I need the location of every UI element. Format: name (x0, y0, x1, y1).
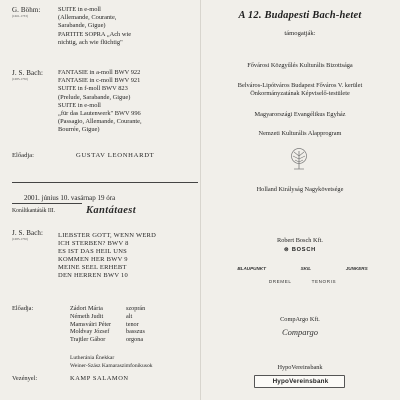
skil-logo: SKIL (300, 265, 312, 271)
concert-title: Kantátaest (86, 205, 137, 216)
compargo-logo: Compargo (281, 327, 319, 337)
work-line: PARTITE SOPRA „Ach wie (58, 30, 132, 38)
cantata-line: ES IST DAS HEIL UNS (58, 248, 128, 256)
work-line: „für das Lautenwerk" BWV 996 (58, 110, 141, 118)
work-line: SUITE in e-moll (58, 6, 101, 13)
performer-row (70, 313, 198, 321)
sponsors-column (200, 0, 400, 400)
concert-kind: Koráltkantáták III. (12, 208, 56, 214)
dremel-logo: DREMEL (268, 278, 292, 284)
sponsor-embassy: Holland Királyság Nagykövetsége (256, 186, 344, 193)
work-line: Sarabande, Gigue) (58, 22, 106, 30)
cantata-line: LIEBSTER GOTT, WENN WERD (58, 232, 157, 239)
work-line: (Passagio, Allemande, Courante, (58, 118, 142, 126)
work-line: (Prelude, Sarabande, Gigue) (58, 93, 131, 101)
junkers-logo: JUNKERS (345, 265, 368, 271)
work-line: Bourrée, Gigue) (58, 126, 100, 134)
hypo-logo: HypoVereinsbank (272, 378, 329, 385)
festival-title: A 12. Budapesti Bach-hetet (238, 10, 362, 21)
work-line: FANTASIE in c-moll BWV 921 (58, 77, 141, 85)
performer-row (70, 305, 198, 313)
performer-role: alt (126, 312, 133, 320)
performer-name: Mamsváiri Péter (70, 320, 112, 328)
work-line: SUITE in f-moll BWV 823 (58, 85, 128, 93)
performer-name: Moldvay József (70, 328, 110, 336)
hypo-logo-box (254, 375, 345, 388)
work-line: FANTASIE in a-moll BWV 922 (58, 69, 141, 76)
sponsor-bosch: Robert Bosch Kft. (277, 237, 323, 244)
composer-years: (1685-1750) (12, 77, 28, 81)
sponsor-district (210, 82, 390, 97)
cantata-line: DEN HERREN BWV 10 (58, 272, 129, 280)
performer-row (70, 336, 198, 344)
concert-date: 2001. június 10. vasárnap 19 óra (24, 194, 116, 202)
performer-role: tenor (126, 320, 139, 328)
composer-name: J. S. Bach: (12, 69, 44, 77)
performer-role: szoprán (126, 305, 146, 312)
composer-years: (1661-1733) (12, 14, 28, 18)
composer-years: (1685-1750) (12, 237, 28, 241)
tenoris-logo: TENORIS (311, 278, 337, 284)
work-list (58, 6, 198, 47)
choir-line: Lutheránia Énekkar (70, 355, 115, 361)
brand-logos-row-1 (220, 262, 385, 274)
performer-row (70, 328, 198, 336)
work-line: nichtig, ach wie flüchtig" (58, 38, 123, 46)
bosch-mark-icon: ⊜ (283, 247, 292, 253)
sponsor-line: Belváros-Lipótváros Budapest Főváros V. kerület (237, 82, 363, 89)
performer-name: Németh Judit (70, 312, 104, 320)
section-divider (12, 182, 198, 183)
cantata-line: ICH STERBEN? BWV 8 (58, 240, 129, 248)
composer-name: J. S. Bach: (12, 229, 44, 237)
ensemble-label: Előadja: (12, 305, 34, 312)
conductor-name: KAMP SALAMON (70, 375, 129, 382)
conductor-label: Vezényel: (12, 375, 38, 382)
sponsor-church: Magyarországi Evangélikus Egyház (254, 111, 346, 118)
cantata-list (58, 232, 198, 281)
performer-name: Zádori Mária (70, 305, 103, 312)
sponsor-hypo: HypoVereinsbank (277, 364, 323, 371)
sponsor-city-committee: Fővárosi Közgyűlés Kulturális Bizottsága (247, 62, 353, 69)
performer-role: basszus (126, 328, 145, 336)
work-line: SUITE in e-moll (58, 101, 101, 109)
choir-line: Weiner-Szász Kamaraszimfonikusok (70, 362, 153, 369)
date-underline (12, 203, 82, 204)
bosch-logo (210, 247, 390, 255)
performer-name: Trajtler Gábor (70, 336, 106, 344)
performer-list (70, 305, 198, 344)
performer-role: orgona (126, 336, 144, 344)
bosch-brand: BOSCH (291, 247, 317, 253)
choir-list (70, 355, 198, 370)
blaupunkt-logo: BLAUPUNKT (237, 265, 266, 271)
sponsors-subtitle: támogatják: (284, 30, 316, 37)
performer-name: GUSTAV LEONHARDT (76, 152, 155, 159)
performer-label: Előadja: (12, 152, 34, 159)
sponsor-line: Önkormányzatának Képviselő-testülete (250, 89, 350, 97)
brand-logos-row-2 (220, 275, 385, 287)
work-line: (Allemande, Courante, (58, 14, 117, 22)
sponsor-compargo: CompArgo Kft. (280, 316, 320, 323)
sponsor-nka: Nemzeti Kulturális Alapprogram (258, 130, 342, 137)
cantata-line: KOMMEN HER BWV 9 (58, 256, 128, 264)
performer-row (70, 321, 198, 329)
cantata-line: MEINE SEEL ERHEBT (58, 264, 127, 272)
work-list (58, 69, 198, 135)
composer-name: G. Böhm: (12, 6, 41, 14)
tree-emblem-icon (288, 147, 310, 171)
